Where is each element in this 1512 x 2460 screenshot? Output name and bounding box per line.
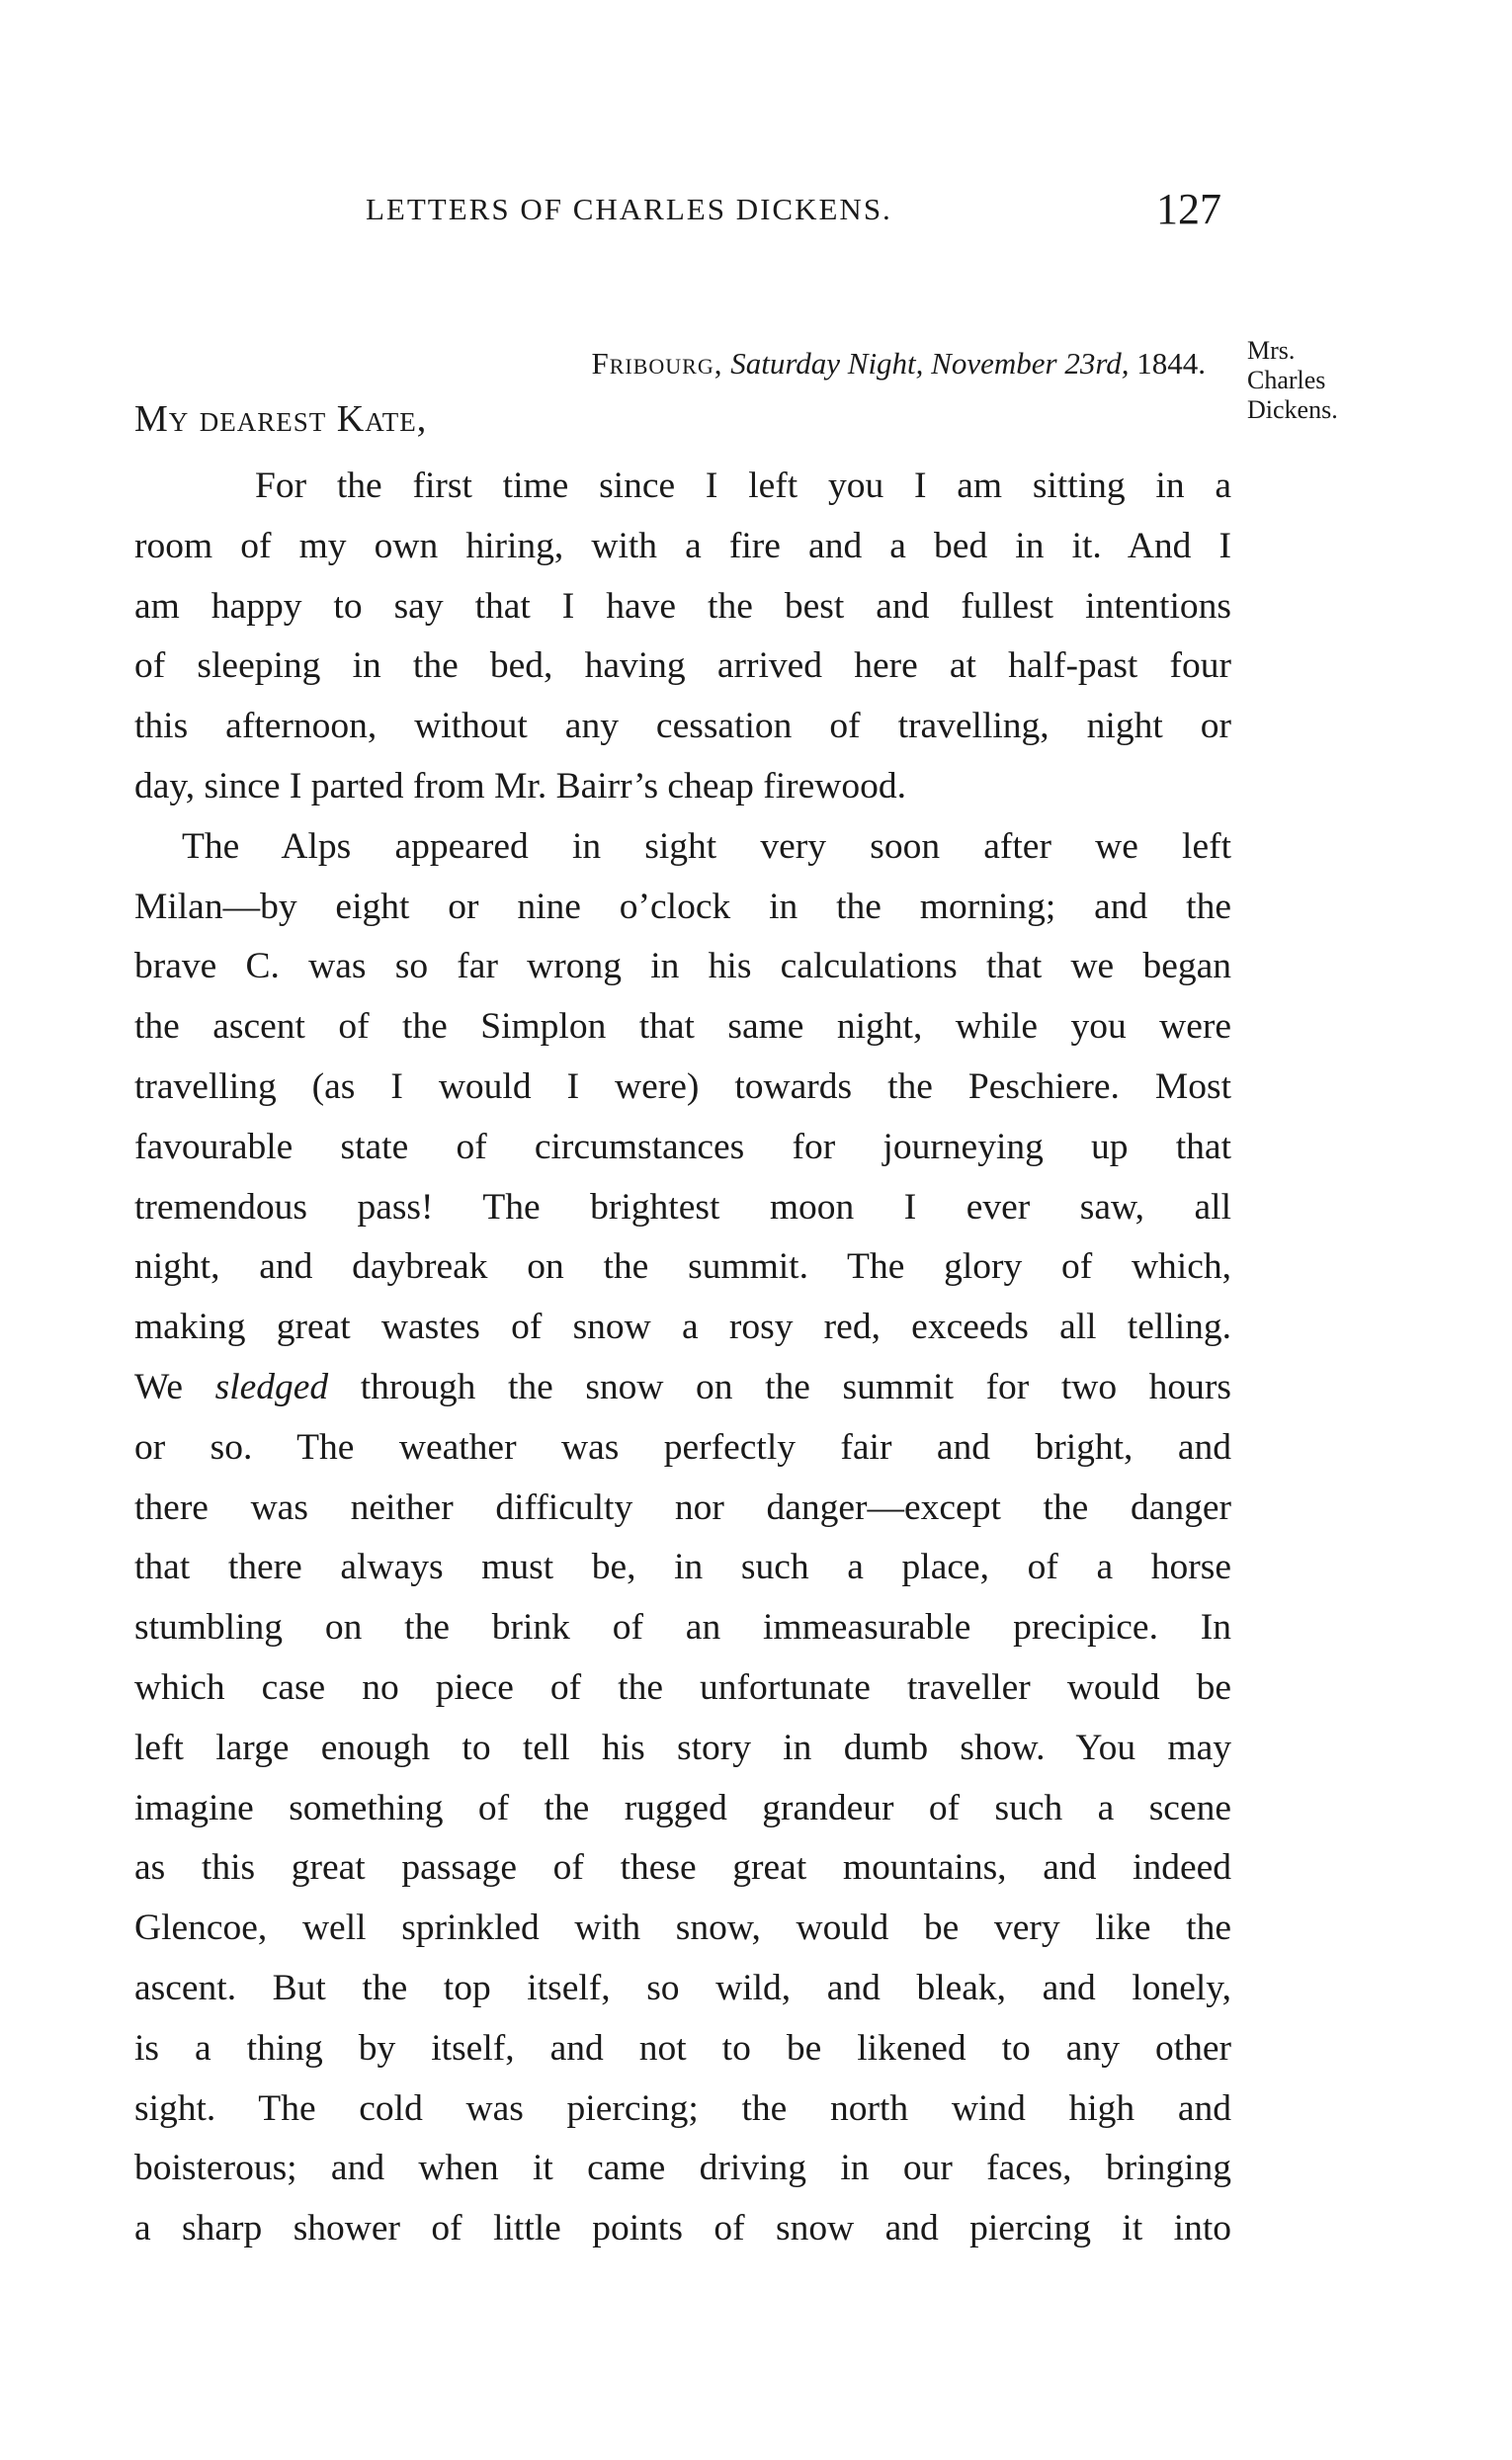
text-line: favourable state of circumstances for journeying up that <box>134 1126 1231 1167</box>
marginal-note-line: Dickens. <box>1247 395 1338 424</box>
text-line: ascent. But the top itself, so wild, and bleak, and lonely, <box>134 1967 1231 2008</box>
text-line: is a thing by itself, and not to be likened to any other <box>134 2027 1231 2069</box>
text-line: boisterous; and when it came driving in our faces, bringing <box>134 2148 1231 2189</box>
text-line: For the first time since I left you I am sitting in a <box>255 466 1231 506</box>
text-line: Milan—by eight or nine o’clock in the morning; and the <box>134 886 1231 927</box>
text-line: travelling (as I would I were) towards the Peschiere. Most <box>134 1065 1231 1107</box>
text-line: that there always must be, in such a place, of a horse <box>134 1547 1231 1588</box>
text-line: night, and daybreak on the summit. The glory of which, <box>134 1246 1231 1288</box>
text-line: this afternoon, without any cessation of travelling, night or <box>134 706 1231 747</box>
text-line: there was neither difficulty nor danger—except the danger <box>134 1486 1231 1528</box>
text-line: of sleeping in the bed, having arrived here at half-past four <box>134 645 1231 687</box>
text-line: day, since I parted from Mr. Bairr’s cheap firewood. <box>134 765 906 806</box>
marginal-note-recipient <box>1247 336 1395 425</box>
dateline-place: Fribourg, <box>591 346 723 381</box>
text-line: as this great passage of these great mountains, and indeed <box>134 1847 1231 1889</box>
text-line: stumbling on the brink of an immeasurable precipice. In <box>134 1607 1231 1649</box>
text-line: imagine something of the rugged grandeur of such a scene <box>134 1787 1231 1828</box>
text-fragment: through the snow on the summit for two hours <box>360 1366 1231 1407</box>
text-line-sledged <box>134 1358 1231 1418</box>
letter-salutation: My dearest Kate, <box>134 398 428 440</box>
letter-body <box>134 457 1231 2259</box>
running-header <box>356 184 1225 243</box>
text-line: or so. The weather was perfectly fair and bright, and <box>134 1426 1231 1468</box>
text-line: The Alps appeared in sight very soon after we left <box>182 825 1231 867</box>
text-line: am happy to say that I have the best and fullest intentions <box>134 585 1231 627</box>
text-line: Glencoe, well sprinkled with snow, would be very like the <box>134 1908 1231 1949</box>
marginal-note-line: Mrs. <box>1247 336 1296 365</box>
text-line: a sharp shower of little points of snow and piercing it into <box>134 2208 1231 2249</box>
text-line: room of my own hiring, with a fire and a bed in it. And I <box>134 525 1231 566</box>
letter-dateline <box>494 346 1206 382</box>
marginal-note-line: Charles <box>1247 366 1326 394</box>
text-line: sight. The cold was piercing; the north wind high and <box>134 2087 1231 2129</box>
text-line: tremendous pass! The brightest moon I ever saw, all <box>134 1186 1231 1228</box>
page-number: 127 <box>1156 185 1221 233</box>
text-line: brave C. was so far wrong in his calculations that we began <box>134 946 1231 987</box>
word-we: We <box>134 1366 184 1407</box>
running-title: LETTERS OF CHARLES DICKENS. <box>366 192 892 226</box>
text-line: making great wastes of snow a rosy red, exceeds all telling. <box>134 1307 1231 1348</box>
italic-word-sledged: sledged <box>214 1366 329 1407</box>
text-line: the ascent of the Simplon that same night, while you were <box>134 1006 1231 1048</box>
text-line: which case no piece of the unfortunate traveller would be <box>134 1666 1231 1708</box>
dateline-date: Saturday Night, November 23rd, <box>730 346 1130 381</box>
dateline-year: 1844. <box>1136 346 1206 381</box>
text-line: left large enough to tell his story in dumb show. You may <box>134 1727 1231 1768</box>
